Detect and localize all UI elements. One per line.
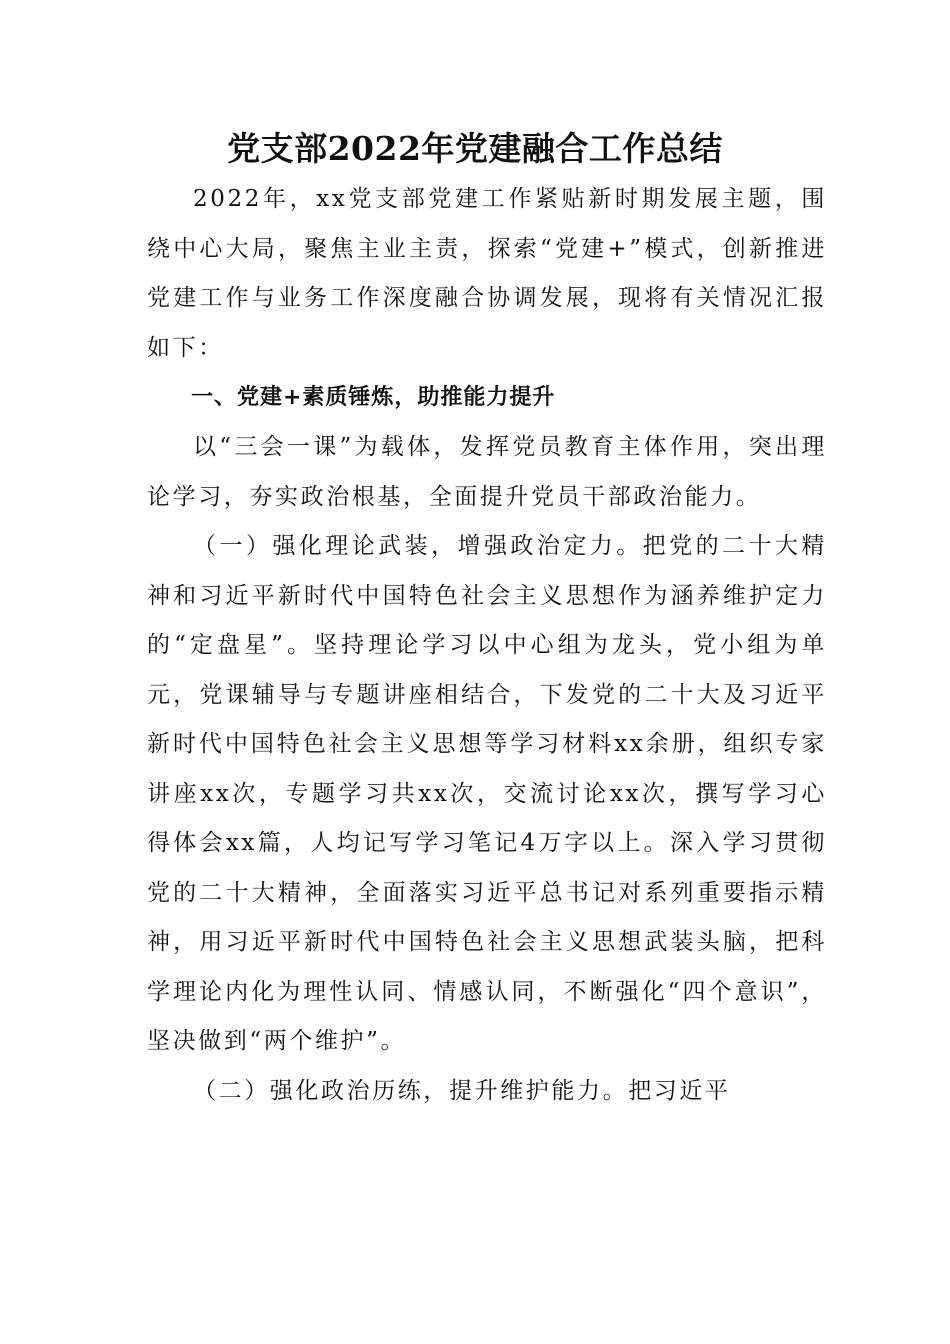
intro-paragraph: 2022年，xx党支部党建工作紧贴新时期发展主题，围绕中心大局，聚焦主业主责，探索“党建+”模式，创新推进党建工作与业务工作深度融合协调发展，现将有关情况汇报如下：	[147, 186, 827, 361]
document-body	[147, 175, 827, 1116]
section-heading-1: 一、党建+素质锤炼，助推能力提升	[191, 385, 556, 410]
document-title: 党支部2022年党建融合工作总结	[227, 129, 723, 168]
subsection-2-paragraph: （二）强化政治历练，提升维护能力。把习近平	[193, 1077, 731, 1104]
subsection-1-paragraph: （一）强化理论武装，增强政治定力。把党的二十大精神和习近平新时代中国特色社会主义思想作为涵养维护定力的“定盘星”。坚持理论学习以中心组为龙头，党小组为单元，党课辅导与专题讲座相结合，下发党的二十大及习近平新时代中国特色社会主义思想等学习材料xx余册，组织专家讲座xx次，专题学习共xx次，交流讨论xx次，撰写学习心得体会xx篇，人均记写学习笔记4万字以上。深入学习贯彻党的二十大精神，全面落实习近平总书记对系列重要指示精神，用习近平新时代中国特色社会主义思想武装头脑，把科学理论内化为理性认同、情感认同，不断强化“四个意识”，坚决做到“两个维护”。	[147, 533, 827, 1054]
section-1-intro-paragraph: 以“三会一课”为载体，发挥党员教育主体作用，突出理论学习，夯实政治根基，全面提升党员干部政治能力。	[147, 434, 827, 510]
